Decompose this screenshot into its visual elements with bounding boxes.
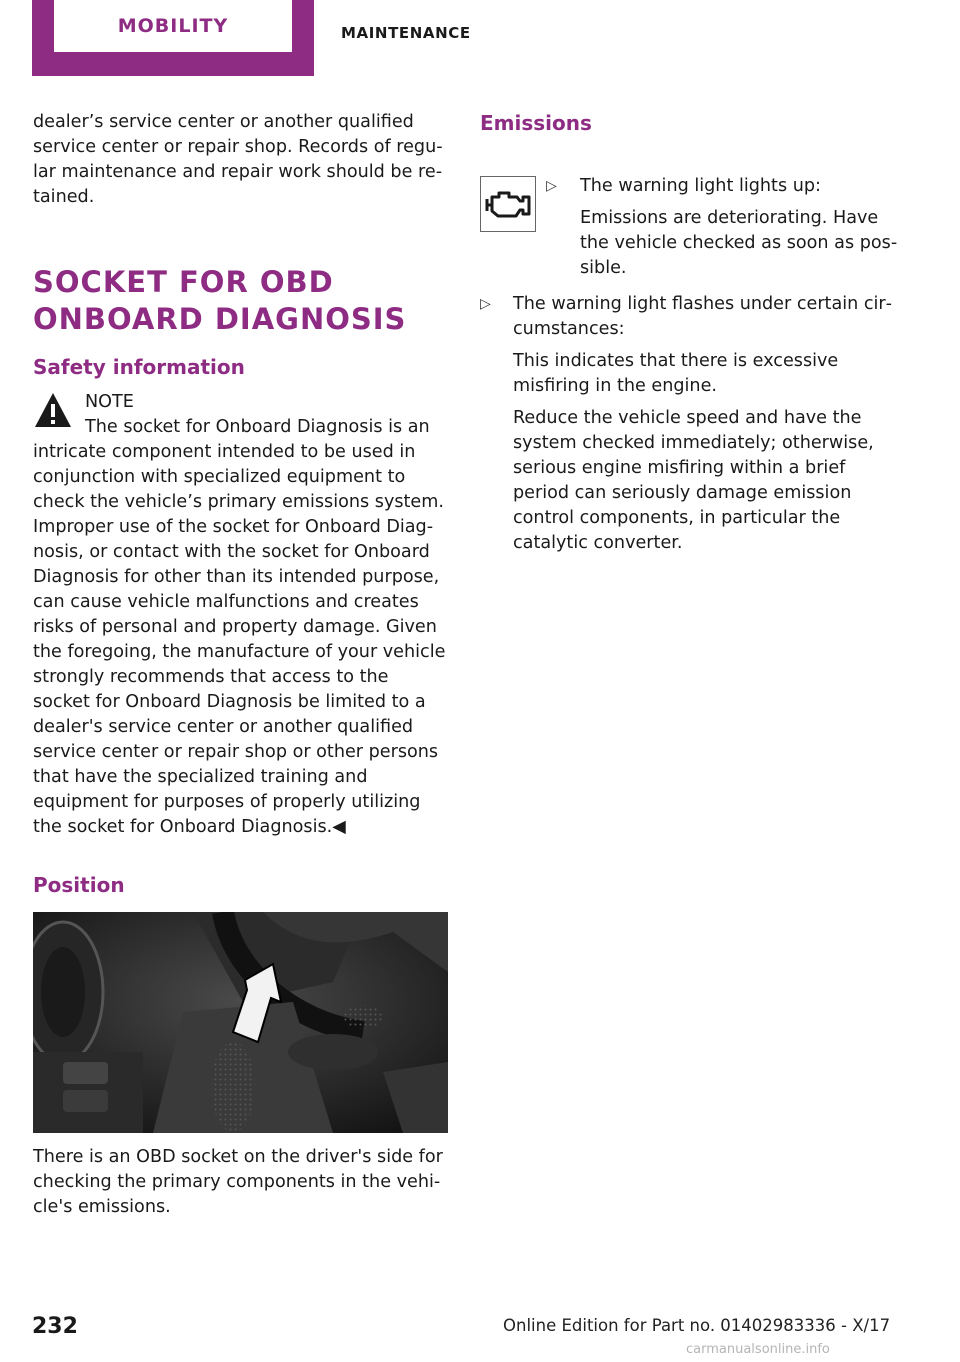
emissions-heading: Emissions — [480, 111, 592, 135]
edition-footer: Online Edition for Part no. 01402983336 - X/17 — [503, 1316, 891, 1335]
watermark: carmanualsonline.info — [686, 1342, 830, 1357]
dashboard-illustration — [33, 912, 448, 1133]
note-body: intricate component intended to be used in conjunction with specialized equipment to check the vehicle’s primary emissions system. Improper use of the socket for Onboard Diagnosis, or contact with the socket for Onboard Diagnosis for other than its intended purpose, can cause vehicle malfunctions and creates risks of personal and property damage. Given the foregoing, the manufacture of your vehicle strongly recommends that access to the socket for Onboard Diagnosis be limited to a dealer's service center or another qualified service center or repair shop or other persons that have the specialized training and equipment for purposes of properly utilizing the socket for Onboard Diagnosis.◀ — [33, 442, 446, 837]
warning-triangle-icon — [33, 390, 73, 430]
section-tab — [32, 0, 314, 76]
obd-socket-photo — [33, 912, 448, 1133]
position-heading: Position — [33, 873, 125, 897]
engine-warning-light-box — [480, 176, 536, 232]
item1-detail: Emissions are deteriorating. Have the vehicle checked as soon as possible. — [580, 208, 898, 278]
right-column — [480, 110, 900, 556]
bullet-triangle-icon: ▷ — [546, 178, 557, 194]
section-tab-label: MOBILITY — [54, 0, 292, 52]
emissions-item-1 — [480, 136, 900, 281]
item2-detail-1: This indicates that there is excessive misfiring in the engine. — [513, 351, 839, 396]
page-number: 232 — [32, 1314, 78, 1339]
position-caption: There is an OBD socket on the driver's side for checking the primary components in the vehicle's emissions. — [33, 1147, 443, 1217]
note-label: NOTE — [85, 392, 134, 412]
item1-text: The warning light lights up: — [580, 176, 821, 196]
safety-heading: Safety information — [33, 355, 245, 379]
item2-detail-2: Reduce the vehicle speed and have the system checked immediately; otherwise, serious engine misfiring within a brief period can seriously damage emission control components, in particular the catalytic converter. — [513, 408, 874, 553]
chapter-label: MAINTENANCE — [341, 24, 471, 42]
section-title: SOCKET FOR OBD ONBOARD DIAGNOSIS — [33, 265, 407, 336]
check-engine-icon — [485, 189, 531, 219]
intro-paragraph: dealer’s service center or another qualified service center or repair shop. Records of regular maintenance and repair work should be retained. — [33, 112, 443, 207]
bullet-triangle-icon: ▷ — [480, 296, 491, 312]
note-first-line: The socket for Onboard Diagnosis is an — [85, 417, 430, 437]
emissions-item-2 — [480, 292, 900, 556]
left-column — [33, 110, 448, 1220]
safety-note — [33, 390, 448, 840]
item2-text: The warning light flashes under certain circumstances: — [513, 294, 893, 339]
